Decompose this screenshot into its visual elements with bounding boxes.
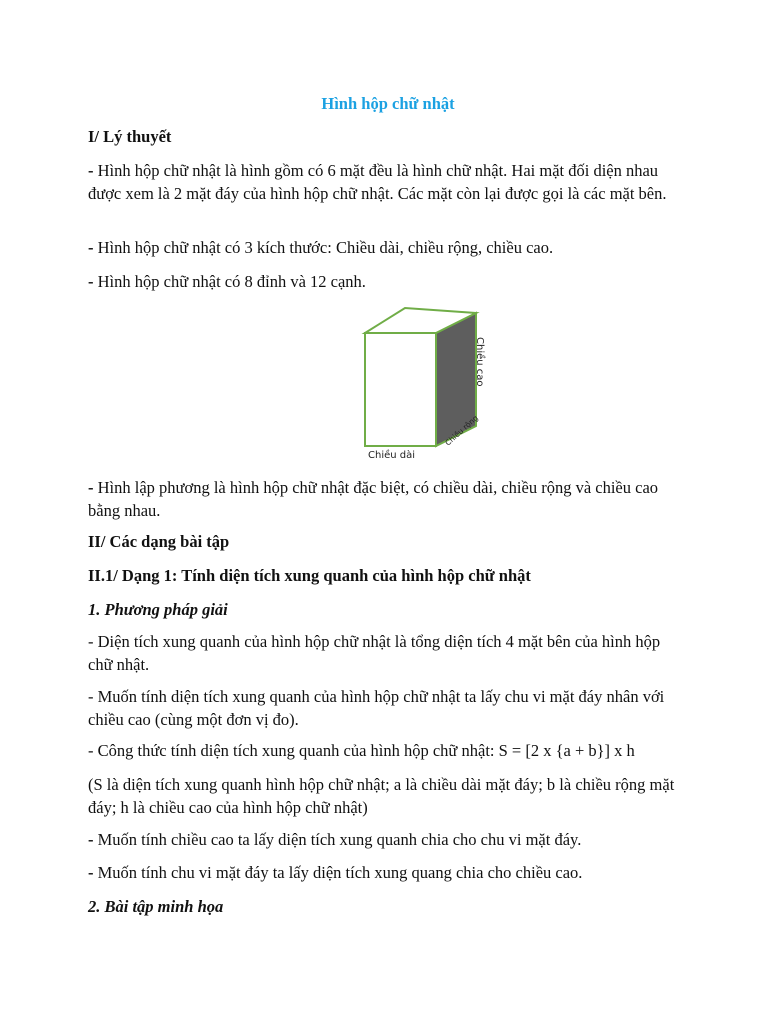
cuboid-front-face (365, 333, 436, 446)
paragraph-text: Hình hộp chữ nhật có 3 kích thước: Chiều dài, chiều rộng, chiều cao. (93, 238, 554, 257)
section-heading-theory: I/ Lý thuyết (88, 127, 172, 146)
cuboid-figure (348, 300, 498, 470)
subheading-method: 1. Phương pháp giải (88, 600, 228, 619)
paragraph-text: Muốn tính chu vi mặt đáy ta lấy diện tích xung quang chia cho chiều cao. (93, 863, 583, 882)
bullet-dash: - (88, 161, 94, 180)
subheading-examples: 2. Bài tập minh họa (88, 897, 224, 916)
paragraph-definition (88, 159, 688, 205)
bullet-dash: - (88, 478, 94, 497)
paragraph-formula-legend: (S là diện tích xung quanh hình hộp chữ nhật; a là chiều dài mặt đáy; b là chiều rộng mặt đáy; h là chiều cao của hình hộp chữ nhật) (88, 775, 675, 817)
paragraph-height-rule (88, 828, 688, 851)
label-height: Chiều cao (474, 337, 485, 387)
paragraph-lateral-area-def: - Diện tích xung quanh của hình hộp chữ nhật là tổng diện tích 4 mặt bên của hình hộp chữ nhật. (88, 632, 661, 674)
paragraph-perimeter-rule (88, 861, 688, 884)
paragraph-text: Hình hộp chữ nhật có 8 đỉnh và 12 cạnh. (93, 272, 366, 291)
paragraph-text: Muốn tính chiều cao ta lấy diện tích xung quanh chia cho chu vi mặt đáy. (93, 830, 582, 849)
label-length: Chiều dài (368, 450, 416, 461)
bullet-dash: - (88, 272, 94, 291)
paragraph-dimensions (88, 236, 688, 259)
paragraph-formula: - Công thức tính diện tích xung quanh của hình hộp chữ nhật: S = [2 x {a + b}] x h (88, 741, 635, 760)
section-heading-exercises: II/ Các dạng bài tập (88, 532, 230, 551)
paragraph-cube (88, 476, 688, 522)
bullet-dash: - (88, 863, 94, 882)
paragraph-text: Hình hộp chữ nhật là hình gồm có 6 mặt đều là hình chữ nhật. Hai mặt đối diện nhau được xem là 2 mặt đáy của hình hộp chữ nhật. Các mặt còn lại được gọi là các mặt bên. (88, 161, 667, 203)
page-title: Hình hộp chữ nhật (321, 94, 455, 113)
bullet-dash: - (88, 238, 94, 257)
paragraph-vertices (88, 270, 688, 293)
section-heading-type1: II.1/ Dạng 1: Tính diện tích xung quanh của hình hộp chữ nhật (88, 566, 531, 585)
paragraph-lateral-area-rule: - Muốn tính diện tích xung quanh của hình hộp chữ nhật ta lấy chu vi mặt đáy nhân với chiều cao (cùng một đơn vị đo). (88, 687, 665, 729)
paragraph-text: Hình lập phương là hình hộp chữ nhật đặc biệt, có chiều dài, chiều rộng và chiều cao bằng nhau. (88, 478, 659, 520)
label-width: Chiều rộng (443, 413, 480, 448)
bullet-dash: - (88, 830, 94, 849)
